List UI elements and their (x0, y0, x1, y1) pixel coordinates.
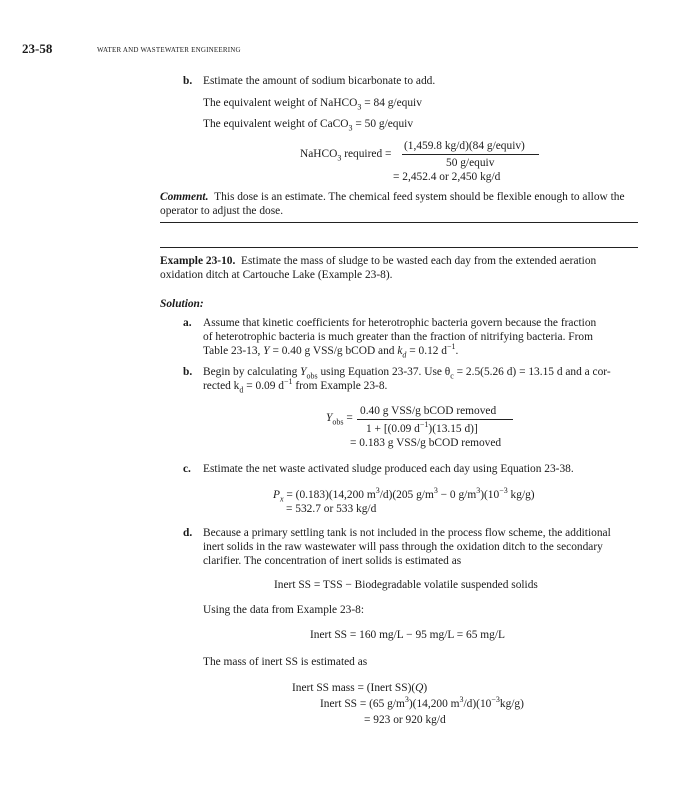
equation-denominator: 50 g/equiv (446, 157, 495, 169)
equation-line: $P_x = (0.183)(14,200$ $m^3/d)(205$ $g/m^3 - 0$ $g/m^3)(10^{-3}$ kg/g) (273, 486, 535, 504)
example-paragraph: Example 23-10. Estimate the mass of sludge to be wasted each day from the extended aeration oxidation ditch at Cartouche Lake (Example 23-8). (160, 255, 597, 281)
divider (160, 222, 638, 223)
step-label: b. (183, 366, 193, 378)
step-d-text: Using the data from Example 23-8: (203, 604, 365, 616)
step-a-line: Table 23-13, Y = 0.40 g VSS/g bCOD and $k_d = 0.12$ $d^{-1}$. (203, 342, 459, 360)
equation-numerator: 0.40 g VSS/g bCOD removed (360, 405, 497, 417)
step-d-text: The mass of inert SS is estimated as (203, 656, 368, 668)
equation-result: = 0.183 g VSS/g bCOD removed (350, 437, 502, 449)
equation-result: = 532.7 or 533 kg/d (286, 503, 377, 515)
equation-line: Inert SS = 160 mg/L − 95 mg/L = 65 mg/L (310, 629, 505, 641)
solution-label: Solution: (160, 298, 204, 310)
step-label: a. (183, 317, 192, 329)
step-d-line: clarifier. The concentration of inert solids is estimated as (203, 555, 462, 567)
equation-result: = 923 or 920 kg/d (364, 714, 446, 726)
equivalent-weight-caco3: The equivalent weight of CaCO$_3$ = 50 g/equiv (203, 118, 414, 133)
equation-line: Inert SS = TSS − Biodegradable volatile suspended solids (274, 579, 538, 591)
comment-paragraph: Comment. This dose is an estimate. The chemical feed system should be flexible enough to allow the operator to adjust the dose. (160, 191, 625, 217)
equivalent-weight-nahco3: The equivalent weight of NaHCO$_3$ = 84 g/equiv (203, 97, 422, 112)
equation-line: Inert SS mass = (Inert SS)(Q) (292, 682, 428, 694)
step-a-line: Assume that kinetic coefficients for heterotrophic bacteria govern because the fraction (203, 317, 597, 329)
step-label: c. (183, 463, 191, 475)
step-d-line: Because a primary settling tank is not included in the process flow scheme, the additional (203, 527, 611, 539)
equation-line: Inert SS = (65 $g/m^3)(14,200$ $m^3/d)(10^{-3}kg/g)$ (320, 695, 524, 710)
step-b-line: rected $k_d = 0.09$ $d^{-1}$ from Example 23-8. (203, 377, 388, 395)
equation-numerator: (1,459.8 kg/d)(84 g/equiv) (404, 140, 525, 152)
page-number: 23-58 (22, 41, 53, 56)
step-label: d. (183, 527, 193, 539)
step-text: Estimate the amount of sodium bicarbonate to add. (203, 75, 436, 87)
equation-lhs: NaHCO$_3$ required = (300, 148, 392, 163)
step-b-line: Begin by calculating $Y_{obs}$ using Equation 23-37. Use $\theta_c = 2.5(5.26$ d) = 13.15 d and a cor- (203, 366, 611, 381)
equation-lhs: $Y_{obs}$ = (326, 412, 353, 427)
running-title: WATER AND WASTEWATER ENGINEERING (97, 46, 241, 54)
divider (160, 247, 638, 248)
step-a-line: of heterotrophic bacteria is much greater than the fraction of nitrifying bacteria. From (203, 331, 593, 343)
fraction-bar (402, 154, 539, 155)
step-d-line: inert solids in the raw wastewater will pass through the oxidation ditch to the secondary (203, 541, 603, 553)
step-c-text: Estimate the net waste activated sludge produced each day using Equation 23-38. (203, 463, 574, 475)
fraction-bar (357, 419, 513, 420)
equation-denominator: 1 + [(0.09 $d^{-1})(13.15$ d)] (366, 420, 478, 435)
equation-result: = 2,452.4 or 2,450 kg/d (393, 171, 501, 183)
step-label: b. (183, 75, 193, 87)
